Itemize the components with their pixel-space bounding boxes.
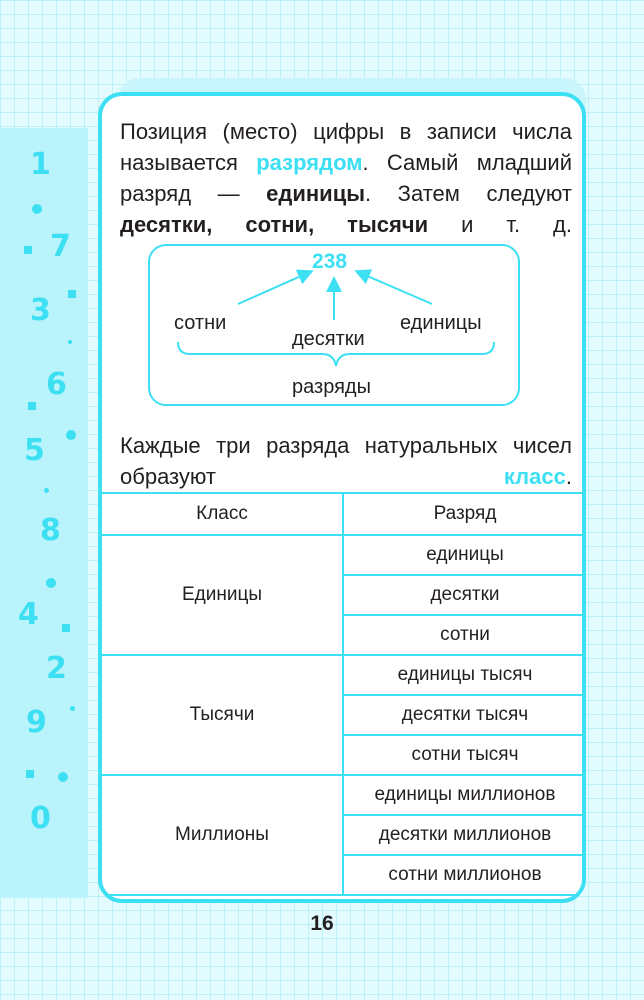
decor-dot: [62, 624, 70, 632]
decor-dot: [46, 578, 56, 588]
class-cell: Единицы: [102, 535, 343, 655]
term-class: класс: [503, 464, 566, 489]
label-units: единицы: [400, 312, 482, 334]
decor-digit: 1: [30, 147, 51, 182]
decor-dot: [28, 402, 36, 410]
decor-dot: [66, 430, 76, 440]
intro-paragraph: [120, 116, 572, 240]
arrow-right: [358, 272, 432, 304]
decor-dot: [70, 706, 75, 711]
rank-cell: десятки: [343, 575, 586, 615]
decor-dot: [24, 246, 32, 254]
rank-cell: сотни миллионов: [343, 855, 586, 895]
rank-diagram: [148, 244, 520, 406]
rank-cell: единицы: [343, 535, 586, 575]
arrow-left: [238, 272, 310, 304]
decor-dot: [44, 488, 49, 493]
decor-digit: 8: [40, 513, 61, 548]
decor-dot: [32, 204, 42, 214]
decor-dot: [68, 290, 76, 298]
decor-digit: 4: [18, 597, 39, 632]
decor-digit: 9: [26, 705, 47, 740]
decor-digit: 7: [50, 229, 71, 264]
class-paragraph: [120, 430, 572, 492]
intro-text: и т. д.: [428, 212, 573, 237]
table-header-row: [102, 493, 586, 535]
class-rank-table: [102, 492, 586, 896]
content-card: [98, 92, 586, 903]
class-text: .: [565, 464, 572, 489]
class-cell: Миллионы: [102, 775, 343, 895]
intro-text: . Самый младший разряд —: [120, 150, 572, 206]
decor-digit: 5: [24, 433, 45, 468]
rank-cell: сотни тысяч: [343, 735, 586, 775]
decor-digit: 3: [30, 293, 51, 328]
decor-digit: 0: [30, 801, 51, 836]
label-tens: десятки: [292, 328, 365, 350]
decor-dot: [26, 770, 34, 778]
rank-cell: сотни: [343, 615, 586, 655]
term-units: единицы: [266, 181, 366, 206]
page-number: 16: [310, 912, 334, 935]
label-hundreds: сотни: [174, 312, 227, 334]
table-row: [102, 535, 586, 575]
table-row: [102, 775, 586, 815]
decor-dot: [68, 340, 72, 344]
class-cell: Тысячи: [102, 655, 343, 775]
rank-cell: десятки тысяч: [343, 695, 586, 735]
label-ranks: разряды: [292, 376, 371, 398]
intro-text: Позиция (место) цифры в записи числа называется: [120, 119, 572, 175]
decor-digit: 6: [46, 367, 67, 402]
intro-text: . Затем следуют: [365, 181, 572, 206]
rank-cell: единицы миллионов: [343, 775, 586, 815]
rank-cell: единицы тысяч: [343, 655, 586, 695]
table-row: [102, 655, 586, 695]
number-238: 238: [312, 250, 348, 273]
header-rank: Разряд: [343, 493, 586, 535]
class-text: Каждые три разряда натуральных чисел образуют: [120, 433, 572, 489]
header-class: Класс: [102, 493, 343, 535]
decor-dot: [58, 772, 68, 782]
rank-cell: десятки миллионов: [343, 815, 586, 855]
decor-digit: 2: [46, 651, 67, 686]
term-razryad: разрядом: [256, 150, 363, 175]
term-list: десятки, сотни, тысячи: [120, 212, 429, 237]
